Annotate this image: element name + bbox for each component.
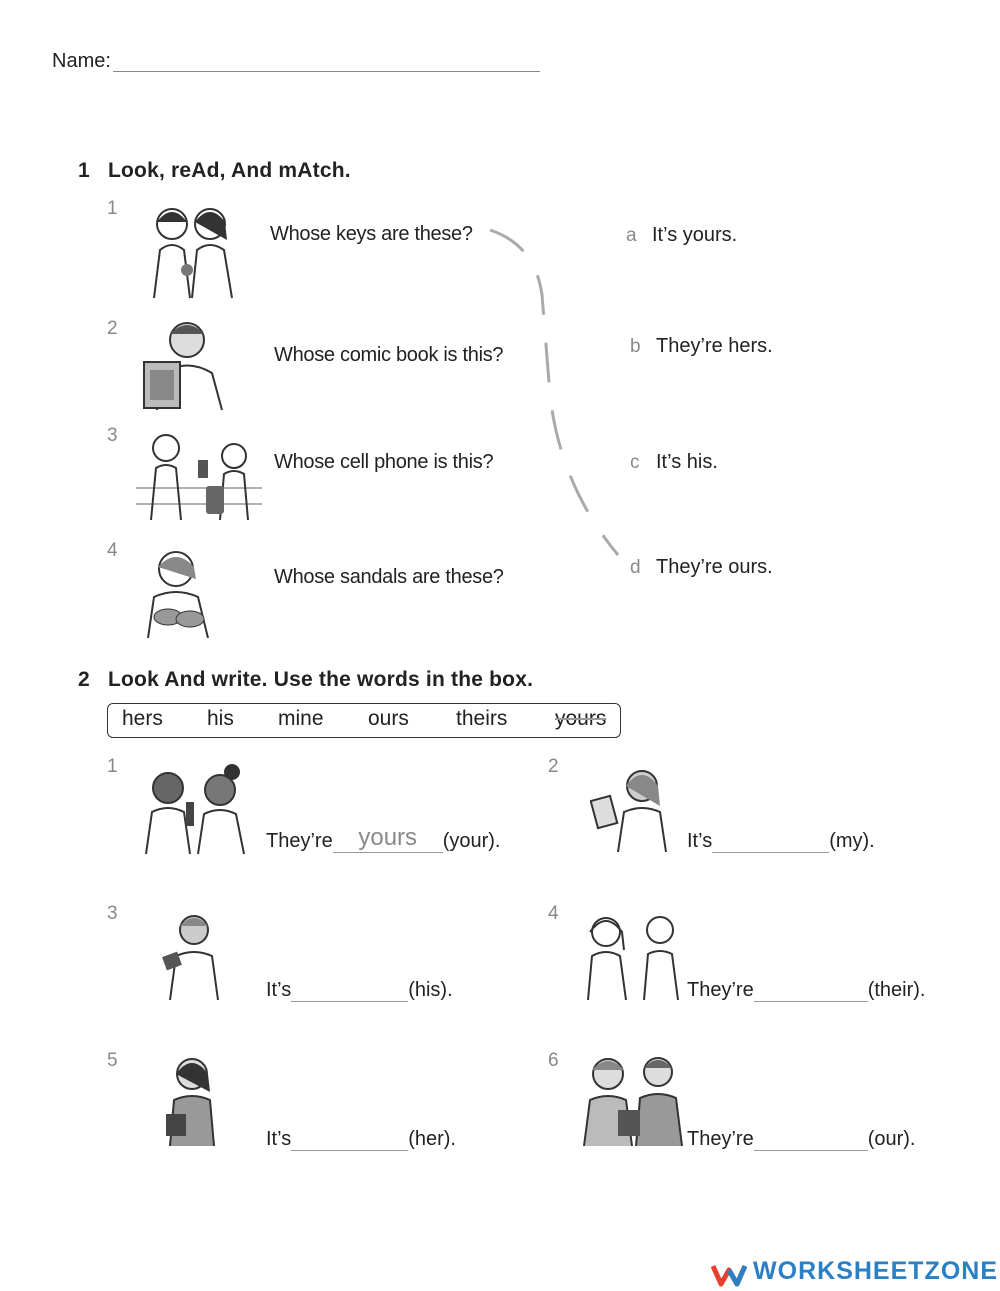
section-2-heading: [78, 668, 533, 692]
sentence-hint: (our).: [867, 1128, 916, 1150]
match-question: Whose sandals are these?: [274, 566, 504, 588]
write-item-number: 6: [548, 1050, 559, 1071]
answer-text: It’s yours.: [652, 224, 738, 246]
sentence-start: It’s: [266, 1128, 292, 1150]
section-2-number: 2: [78, 668, 90, 691]
word-box-item: hers: [122, 707, 163, 730]
answer-letter: d: [630, 557, 641, 578]
word-box: [107, 703, 621, 738]
write-item-number: 5: [107, 1050, 118, 1071]
answer-blank[interactable]: [754, 979, 868, 1002]
word-box-item: theirs: [456, 707, 508, 730]
write-sentence-5: [266, 1128, 456, 1151]
sentence-start: They’re: [266, 830, 333, 852]
two-boys-books-illustration: [578, 1052, 688, 1148]
boy-girl-illustration: [138, 764, 250, 856]
sentence-hint: (his).: [408, 979, 453, 1001]
answer-text: They’re ours.: [656, 556, 773, 578]
worksheetzone-logo: [711, 1257, 998, 1287]
write-item-number: 1: [107, 756, 118, 777]
write-sentence-2: [687, 830, 875, 853]
section-1-number: 1: [78, 159, 90, 182]
answer-blank[interactable]: [291, 979, 408, 1002]
write-item-number: 4: [548, 903, 559, 924]
word-box-item: his: [207, 707, 234, 730]
boy-comic-book-illustration: [142, 318, 226, 412]
word-box-item: ours: [368, 707, 409, 730]
section-1-title: Look, reAd, And mAtch.: [108, 159, 351, 182]
girl-tablet-illustration: [590, 762, 682, 854]
write-sentence-3: [266, 979, 453, 1002]
match-question: Whose keys are these?: [270, 223, 473, 245]
sentence-hint: (my).: [829, 830, 875, 852]
answer-letter: b: [630, 336, 641, 357]
answer-blank[interactable]: [333, 824, 443, 853]
answer-text: It’s his.: [656, 451, 718, 473]
match-connector-line: [480, 225, 630, 570]
sentence-hint: (your).: [442, 830, 501, 852]
answer-text: They’re hers.: [656, 335, 773, 357]
answer-option-c[interactable]: [630, 451, 718, 474]
word-box-item-used: yours: [555, 707, 607, 730]
answer-letter: c: [630, 452, 640, 473]
match-question: Whose cell phone is this?: [274, 451, 494, 473]
girl-sandals-illustration: [138, 545, 218, 640]
girl-boy-pointing-illustration: [578, 910, 688, 1002]
logo-text: WORKSHEETZONE: [753, 1257, 998, 1285]
word-box-item: mine: [278, 707, 324, 730]
boy-wallet-illustration: [158, 910, 224, 1002]
girl-notebook-illustration: [162, 1052, 222, 1148]
section-1-heading: [78, 159, 351, 183]
sentence-hint: (their).: [867, 979, 926, 1001]
sentence-start: It’s: [687, 830, 713, 852]
answer-blank[interactable]: [291, 1128, 408, 1151]
sentence-start: It’s: [266, 979, 292, 1001]
sentence-start: They’re: [687, 1128, 754, 1150]
name-field[interactable]: [113, 71, 540, 72]
match-item-number: 3: [107, 425, 118, 446]
logo-w-icon: [711, 1263, 747, 1287]
match-item-number: 2: [107, 318, 118, 339]
kids-cell-phone-illustration: [136, 428, 262, 522]
write-item-number: 3: [107, 903, 118, 924]
section-2-title: Look And write. Use the words in the box.: [108, 668, 534, 691]
answer-letter: a: [626, 225, 637, 246]
match-question: Whose comic book is this?: [274, 344, 504, 366]
sentence-start: They’re: [687, 979, 754, 1001]
match-item-number: 1: [107, 198, 118, 219]
write-sentence-1: [266, 824, 501, 853]
two-girls-keys-illustration: [142, 200, 242, 300]
match-item-number: 4: [107, 540, 118, 561]
write-sentence-6: [687, 1128, 916, 1151]
answer-blank[interactable]: [712, 830, 829, 853]
answer-blank[interactable]: [754, 1128, 868, 1151]
sentence-hint: (her).: [408, 1128, 456, 1150]
answer-option-d[interactable]: [630, 556, 773, 579]
answer-option-b[interactable]: [630, 335, 773, 358]
answer-example: yours: [358, 824, 418, 851]
answer-option-a[interactable]: [626, 224, 737, 247]
name-label: Name:: [52, 50, 111, 72]
write-item-number: 2: [548, 756, 559, 777]
write-sentence-4: [687, 979, 926, 1002]
